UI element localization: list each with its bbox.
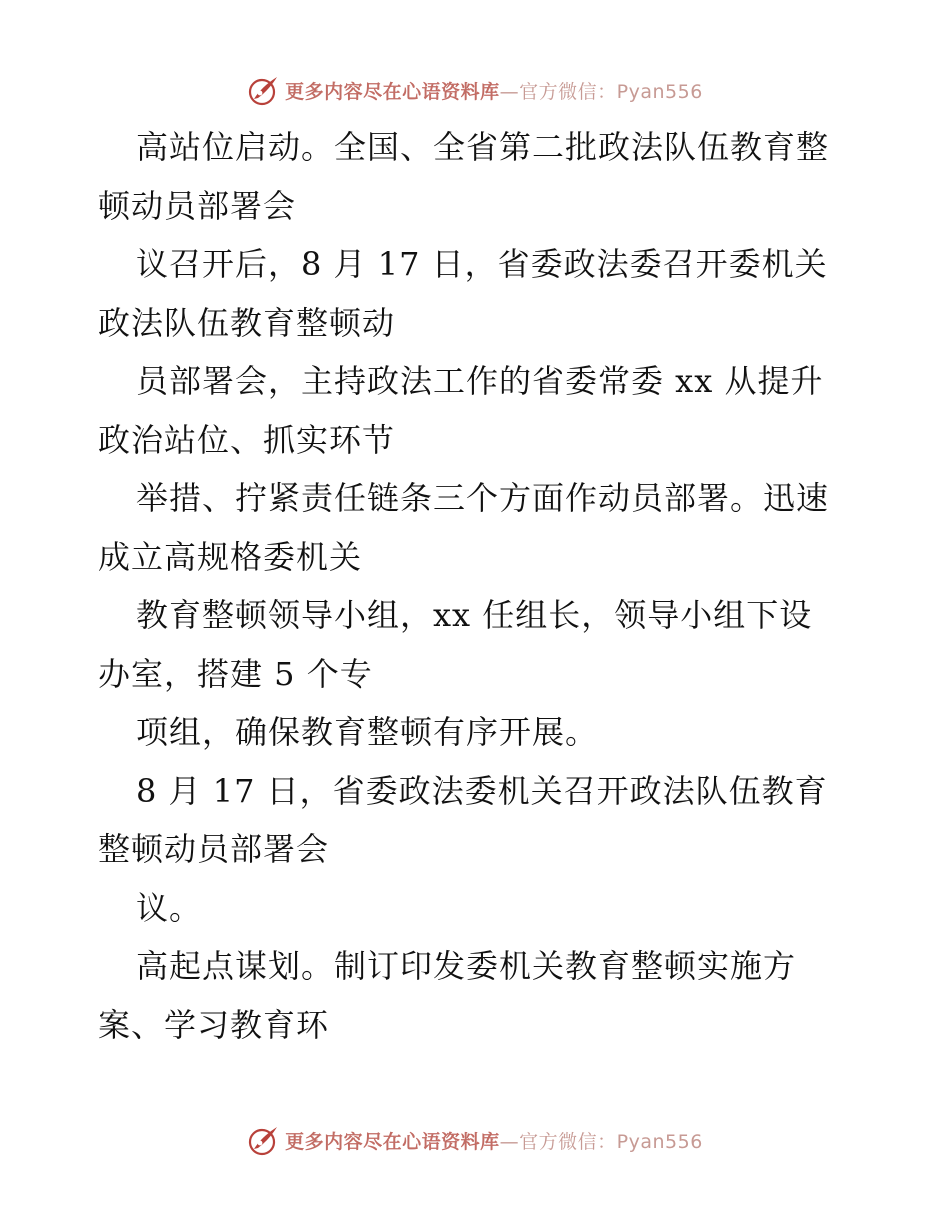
footer-banner	[0, 1120, 950, 1160]
body-line: 员部署会，主持政法工作的省委常委 xx 从提升	[136, 362, 824, 400]
quill-logo-icon	[247, 73, 281, 107]
footer-wechat-text: —官方微信：Pyan556	[499, 1130, 703, 1153]
body-line: 案、学习教育环	[98, 1005, 330, 1044]
body-line: 项组，确保教育整顿有序开展。	[136, 713, 599, 751]
body-line: 政治站位、抓实环节	[98, 420, 396, 459]
body-line: 政法队伍教育整顿动	[98, 303, 396, 342]
header-banner-text	[285, 77, 703, 104]
quill-logo-icon	[247, 1123, 281, 1157]
body-line: 顿动员部署会	[98, 186, 297, 225]
body-line: 成立高规格委机关	[98, 537, 363, 576]
footer-brand-text: 更多内容尽在心语资料库	[285, 1130, 500, 1153]
header-brand-text: 更多内容尽在心语资料库	[285, 80, 500, 103]
header-wechat-text: —官方微信：Pyan556	[499, 80, 703, 103]
body-line: 高起点谋划。制订印发委机关教育整顿实施方	[136, 947, 797, 985]
body-line: 整顿动员部署会	[98, 830, 330, 868]
body-line: 议召开后，8 月 17 日，省委政法委召开委机关	[136, 245, 828, 283]
header-banner	[0, 70, 950, 110]
body-line: 高站位启动。全国、全省第二批政法队伍教育整	[136, 128, 830, 166]
footer-banner-text	[285, 1127, 703, 1154]
body-line: 办室，搭建 5 个专	[98, 654, 373, 693]
document-body	[98, 118, 858, 1054]
body-line: 议。	[136, 888, 203, 927]
body-line: 举措、拧紧责任链条三个方面作动员部署。迅速	[136, 479, 830, 517]
body-line: 教育整顿领导小组，xx 任组长，领导小组下设	[136, 596, 813, 634]
body-line: 8 月 17 日，省委政法委机关召开政法队伍教育	[136, 771, 828, 810]
